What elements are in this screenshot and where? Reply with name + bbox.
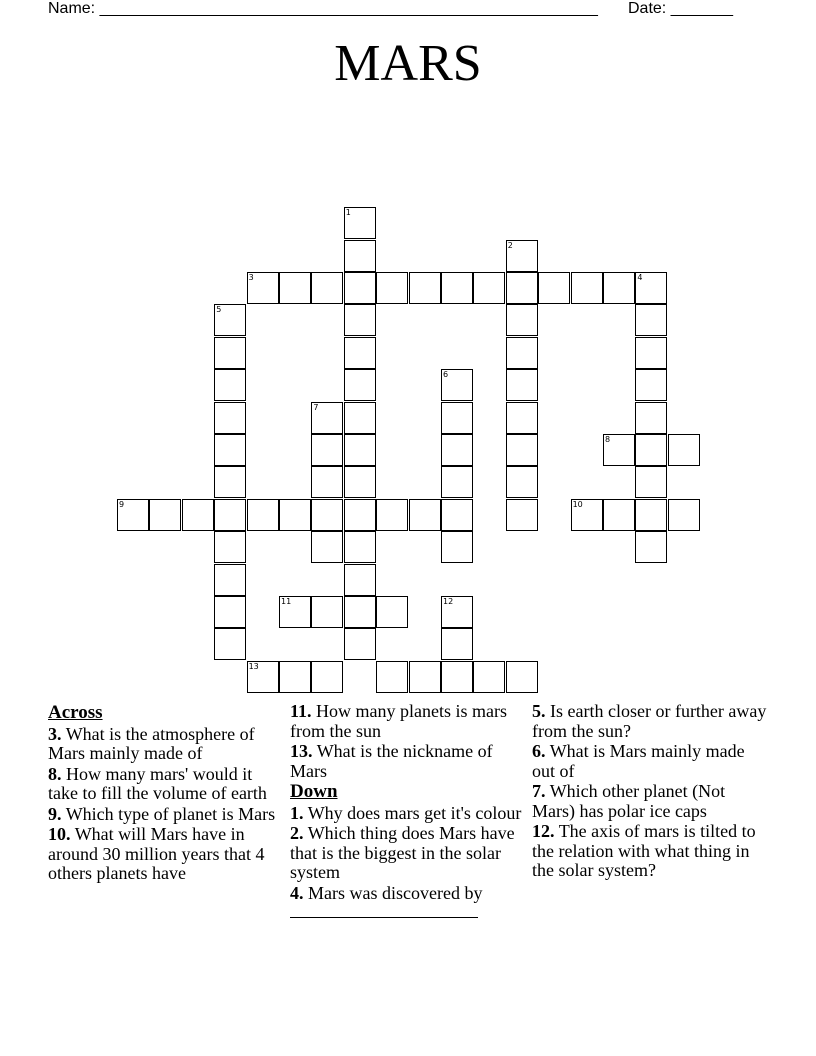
clues-column-1: [48, 702, 284, 885]
name-label: Name: ________________________________________________________: [48, 0, 598, 17]
grid-cell[interactable]: [635, 499, 667, 531]
grid-cell[interactable]: [571, 499, 603, 531]
grid-cell[interactable]: [149, 499, 181, 531]
grid-cell[interactable]: [344, 466, 376, 498]
grid-cell[interactable]: [311, 661, 343, 693]
grid-cell[interactable]: [538, 272, 570, 304]
grid-cell[interactable]: [506, 272, 538, 304]
grid-cell[interactable]: [506, 304, 538, 336]
grid-cell[interactable]: [571, 272, 603, 304]
grid-cell[interactable]: [344, 434, 376, 466]
grid-cell[interactable]: [247, 661, 279, 693]
cell-number: 4: [637, 273, 643, 282]
grid-cell[interactable]: [506, 337, 538, 369]
grid-cell[interactable]: [344, 596, 376, 628]
grid-cell[interactable]: [214, 499, 246, 531]
grid-cell[interactable]: [441, 272, 473, 304]
grid-cell[interactable]: [182, 499, 214, 531]
grid-cell[interactable]: [506, 661, 538, 693]
grid-cell[interactable]: [344, 369, 376, 401]
grid-cell[interactable]: [635, 369, 667, 401]
grid-cell[interactable]: [668, 499, 700, 531]
grid-cell[interactable]: [311, 402, 343, 434]
grid-cell[interactable]: [603, 499, 635, 531]
grid-cell[interactable]: [506, 466, 538, 498]
cell-number: 6: [443, 370, 449, 380]
grid-cell[interactable]: [441, 466, 473, 498]
grid-cell[interactable]: [214, 337, 246, 369]
grid-cell[interactable]: [279, 596, 311, 628]
grid-cell[interactable]: [247, 272, 279, 304]
grid-cell[interactable]: [344, 304, 376, 336]
grid-cell[interactable]: [376, 596, 408, 628]
grid-cell[interactable]: [279, 661, 311, 693]
cell-number: 8: [605, 435, 611, 444]
grid-cell[interactable]: [441, 402, 473, 434]
grid-cell[interactable]: [214, 304, 246, 336]
grid-cell[interactable]: [473, 272, 505, 304]
grid-cell[interactable]: [506, 369, 538, 401]
clue-down-2: 2. Which thing does Mars have that is the biggest in the solar system: [290, 823, 515, 882]
clue-down-1: 1. Why does mars get it's colour: [290, 802, 522, 823]
grid-cell[interactable]: [311, 531, 343, 563]
grid-cell[interactable]: [311, 466, 343, 498]
grid-cell[interactable]: [376, 272, 408, 304]
grid-cell[interactable]: [635, 272, 667, 304]
grid-cell[interactable]: [603, 272, 635, 304]
grid-cell[interactable]: [441, 369, 473, 401]
grid-cell[interactable]: [376, 499, 408, 531]
cell-number: 9: [119, 499, 125, 509]
grid-cell[interactable]: [214, 466, 246, 498]
grid-cell[interactable]: [214, 564, 246, 596]
grid-cell[interactable]: [344, 628, 376, 660]
cell-number: 11: [281, 597, 292, 606]
grid-cell[interactable]: [311, 434, 343, 466]
cell-number: 2: [507, 240, 513, 250]
clue-across-3: 3. What is the atmosphere of Mars mainly made of: [48, 723, 255, 763]
grid-cell[interactable]: [214, 628, 246, 660]
grid-cell[interactable]: [376, 661, 408, 693]
grid-cell[interactable]: [311, 499, 343, 531]
grid-cell[interactable]: [311, 596, 343, 628]
grid-cell[interactable]: [344, 337, 376, 369]
clue-down-5: 5. Is earth closer or further away from the sun?: [532, 701, 767, 741]
grid-cell[interactable]: [441, 661, 473, 693]
grid-cell[interactable]: [441, 434, 473, 466]
clue-down-12: 12. The axis of mars is tilted to the relation with what thing in the solar system?: [532, 821, 756, 880]
grid-cell[interactable]: [603, 434, 635, 466]
grid-cell[interactable]: [506, 402, 538, 434]
grid-cell[interactable]: [214, 596, 246, 628]
grid-cell[interactable]: [247, 499, 279, 531]
cell-number: 13: [248, 661, 259, 671]
cell-number: 3: [248, 273, 254, 282]
cell-number: 1: [345, 208, 351, 218]
across-heading: Across: [48, 702, 103, 723]
cell-number: 7: [313, 402, 319, 412]
grid-cell[interactable]: [214, 369, 246, 401]
grid-cell[interactable]: [409, 661, 441, 693]
grid-cell[interactable]: [409, 499, 441, 531]
grid-cell[interactable]: [279, 499, 311, 531]
grid-cell[interactable]: [311, 272, 343, 304]
clue-down-6: 6. What is Mars mainly made out of: [532, 741, 745, 781]
grid-cell[interactable]: [441, 531, 473, 563]
grid-cell[interactable]: [344, 207, 376, 239]
grid-cell[interactable]: [635, 337, 667, 369]
clues-column-2: [290, 702, 526, 924]
clues-column-3: [532, 702, 772, 882]
grid-cell[interactable]: [668, 434, 700, 466]
grid-cell[interactable]: [344, 564, 376, 596]
grid-cell[interactable]: [441, 628, 473, 660]
grid-cell[interactable]: [344, 402, 376, 434]
grid-cell[interactable]: [344, 531, 376, 563]
clue-across-10: 10. What will Mars have in around 30 million years that 4 others planets have: [48, 824, 265, 883]
page-title: MARS: [334, 35, 482, 92]
grid-cell[interactable]: [506, 434, 538, 466]
cell-number: 12: [443, 597, 454, 606]
clue-across-11: 11. How many planets is mars from the sun: [290, 701, 507, 741]
grid-cell[interactable]: [409, 272, 441, 304]
grid-cell[interactable]: [506, 240, 538, 272]
clue-down-4: 4. Mars was discovered by: [290, 884, 526, 923]
clue-across-9: 9. Which type of planet is Mars: [48, 803, 276, 824]
grid-cell[interactable]: [635, 466, 667, 498]
grid-cell[interactable]: [635, 434, 667, 466]
date-label: Date: _______: [628, 0, 733, 17]
down-heading: Down: [290, 781, 338, 802]
grid-cell[interactable]: [117, 499, 149, 531]
grid-cell[interactable]: [344, 272, 376, 304]
grid-cell[interactable]: [635, 531, 667, 563]
clue-across-8: 8. How many mars' would it take to fill the volume of earth: [48, 763, 267, 803]
grid-cell[interactable]: [279, 272, 311, 304]
clue-down-7: 7. Which other planet (Not Mars) has polar ice caps: [532, 781, 726, 821]
grid-cell[interactable]: [506, 499, 538, 531]
cell-number: 5: [216, 305, 222, 315]
grid-cell[interactable]: [344, 499, 376, 531]
grid-cell[interactable]: [344, 240, 376, 272]
grid-cell[interactable]: [473, 661, 505, 693]
grid-cell[interactable]: [635, 304, 667, 336]
grid-cell[interactable]: [214, 402, 246, 434]
grid-cell[interactable]: [214, 434, 246, 466]
clue-across-13: 13. What is the nickname of Mars: [290, 741, 493, 781]
answer-blank: [290, 904, 478, 918]
grid-cell[interactable]: [441, 499, 473, 531]
grid-cell[interactable]: [635, 402, 667, 434]
cell-number: 10: [572, 499, 583, 509]
grid-cell[interactable]: [214, 531, 246, 563]
grid-cell[interactable]: [441, 596, 473, 628]
